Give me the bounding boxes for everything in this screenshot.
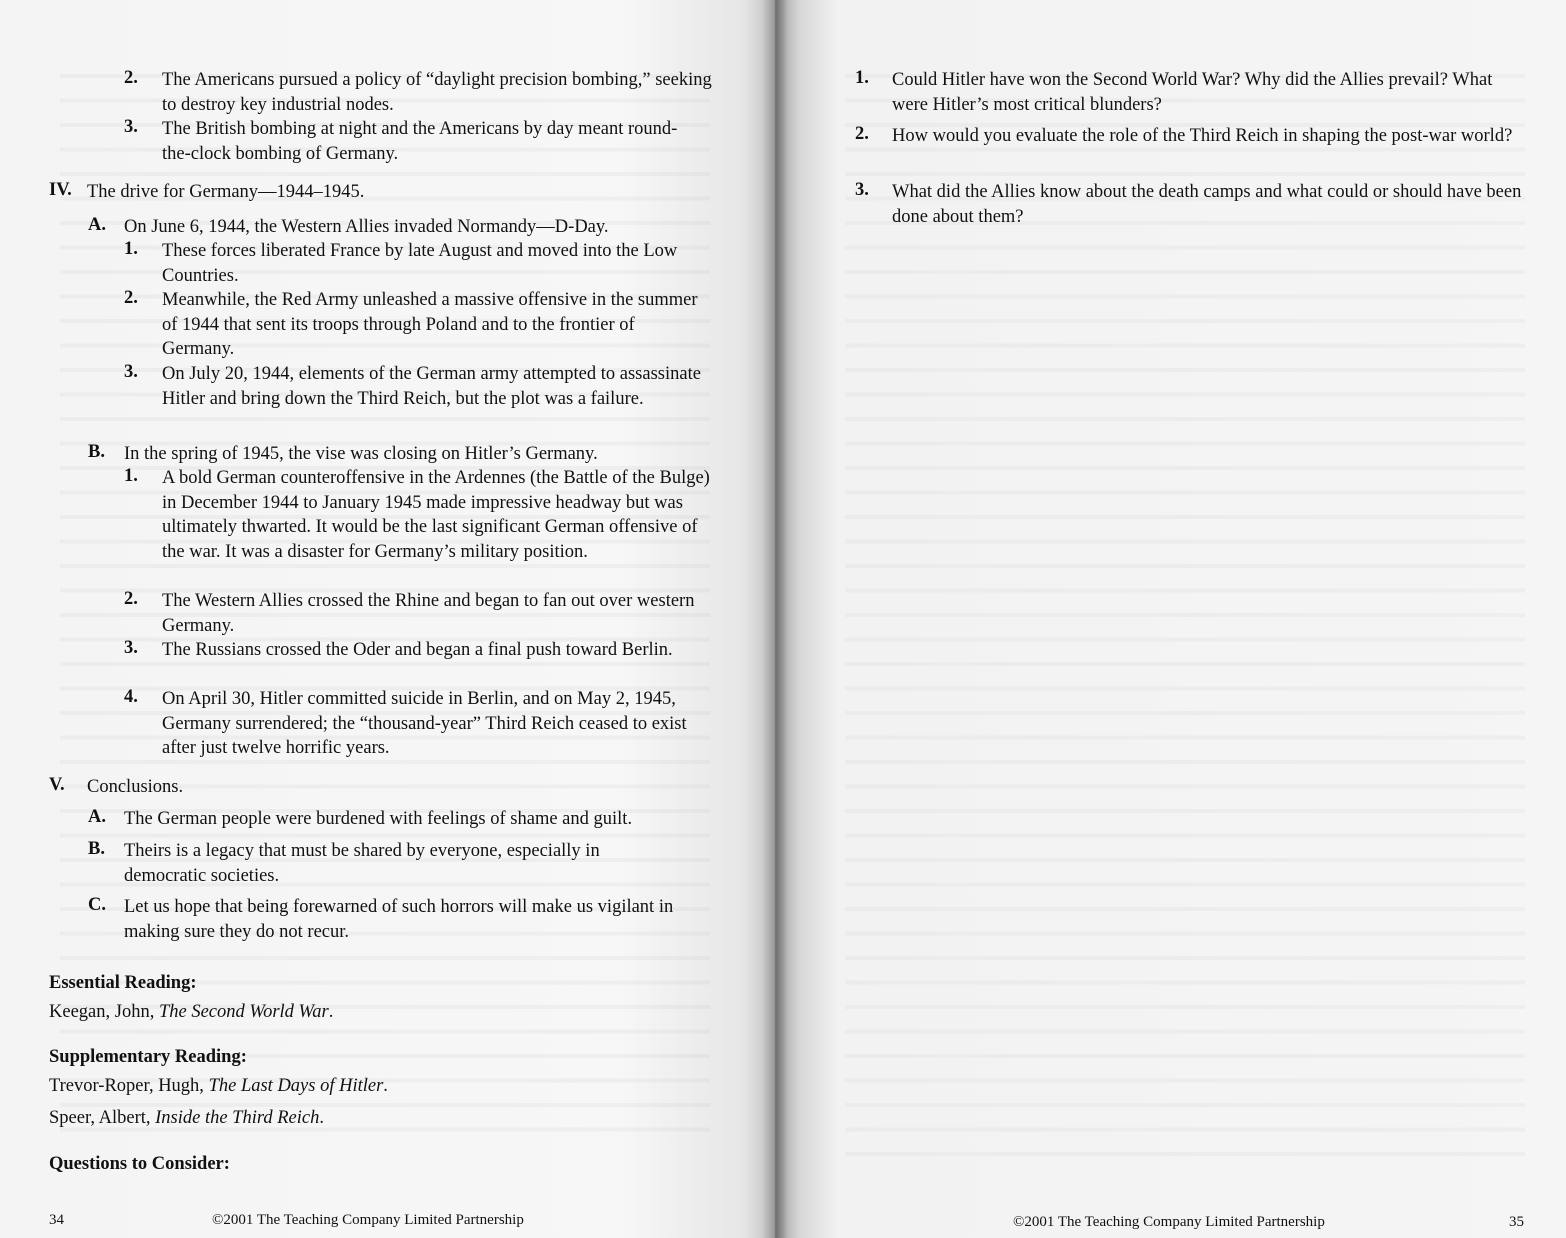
essential-reading-heading: Essential Reading:	[49, 973, 197, 993]
supplementary-reading-heading: Supplementary Reading:	[49, 1047, 247, 1067]
reading-entry: Trevor-Roper, Hugh, The Last Days of Hitler.	[49, 1076, 388, 1096]
outline-item-text: A bold German counteroffensive in the Ardennes (the Battle of the Bulge) in December 1944 to January 1945 made impressive headway but was ultimately thwarted. It would be the last significant German offensive of the war. It was a disaster for Germany’s military position.	[162, 468, 710, 562]
copyright-footer: ©2001 The Teaching Company Limited Partnership	[1013, 1214, 1325, 1230]
question-text: How would you evaluate the role of the Third Reich in shaping the post-war world?	[892, 126, 1513, 146]
outline-item-text: Let us hope that being forewarned of such horrors will make us vigilant in making sure they do not recur.	[124, 897, 674, 942]
page-number: 34	[49, 1212, 64, 1228]
outline-item-text: These forces liberated France by late August and moved into the Low Countries.	[162, 241, 678, 286]
item-number: 2.	[124, 589, 138, 609]
item-number: B.	[88, 839, 105, 859]
outline-item-text: On April 30, Hitler committed suicide in Berlin, and on May 2, 1945, Germany surrendered; the “thousand-year” Third Reich ceased to exist after just twelve horrific years.	[162, 689, 687, 758]
outline-item-text: Theirs is a legacy that must be shared by everyone, especially in democratic societies.	[124, 841, 600, 886]
item-number: B.	[88, 442, 105, 462]
outline-item-text: The Russians crossed the Oder and began a final push toward Berlin.	[162, 640, 673, 660]
outline-item-text: The Americans pursued a policy of “daylight precision bombing,” seeking to destroy key industrial nodes.	[162, 70, 712, 115]
outline-item-text: Conclusions.	[87, 777, 184, 797]
outline-item-text: The drive for Germany—1944–1945.	[87, 182, 365, 202]
item-number: 3.	[124, 362, 138, 382]
item-number: 3.	[124, 117, 138, 137]
outline-item-text: In the spring of 1945, the vise was closing on Hitler’s Germany.	[124, 444, 598, 464]
item-number: 1.	[124, 466, 138, 486]
right-page	[775, 0, 1566, 1238]
book-spine-shadow	[762, 0, 788, 1238]
item-number: 3.	[124, 638, 138, 658]
item-number: IV.	[49, 180, 72, 200]
page-number: 35	[1509, 1214, 1524, 1230]
question-number: 2.	[855, 124, 869, 144]
question-number: 1.	[855, 68, 869, 88]
outline-item-text: Meanwhile, the Red Army unleashed a massive offensive in the summer of 1944 that sent its troops through Poland and to the frontier of Germany.	[162, 290, 698, 359]
question-number: 3.	[855, 180, 869, 200]
left-page	[0, 0, 775, 1238]
copyright-footer: ©2001 The Teaching Company Limited Partnership	[212, 1212, 524, 1228]
outline-item-text: The British bombing at night and the Americans by day meant round-the-clock bombing of Germany.	[162, 119, 678, 164]
item-number: A.	[88, 215, 106, 235]
question-text: What did the Allies know about the death camps and what could or should have been done about them?	[892, 182, 1522, 227]
reading-entry: Speer, Albert, Inside the Third Reich.	[49, 1108, 324, 1128]
item-number: A.	[88, 807, 106, 827]
reading-entry: Keegan, John, The Second World War.	[49, 1002, 334, 1022]
outline-item-text: The German people were burdened with feelings of shame and guilt.	[124, 809, 633, 829]
item-number: C.	[88, 895, 106, 915]
outline-item-text: On July 20, 1944, elements of the German army attempted to assassinate Hitler and bring down the Third Reich, but the plot was a failure.	[162, 364, 701, 409]
question-text: Could Hitler have won the Second World War? Why did the Allies prevail? What were Hitler’s most critical blunders?	[892, 70, 1493, 115]
item-number: 2.	[124, 288, 138, 308]
outline-item-text: On June 6, 1944, the Western Allies invaded Normandy—D-Day.	[124, 217, 609, 237]
item-number: 4.	[124, 687, 138, 707]
questions-heading: Questions to Consider:	[49, 1154, 230, 1174]
outline-item-text: The Western Allies crossed the Rhine and began to fan out over western Germany.	[162, 591, 695, 636]
item-number: 2.	[124, 68, 138, 88]
item-number: 1.	[124, 239, 138, 259]
item-number: V.	[49, 775, 65, 795]
